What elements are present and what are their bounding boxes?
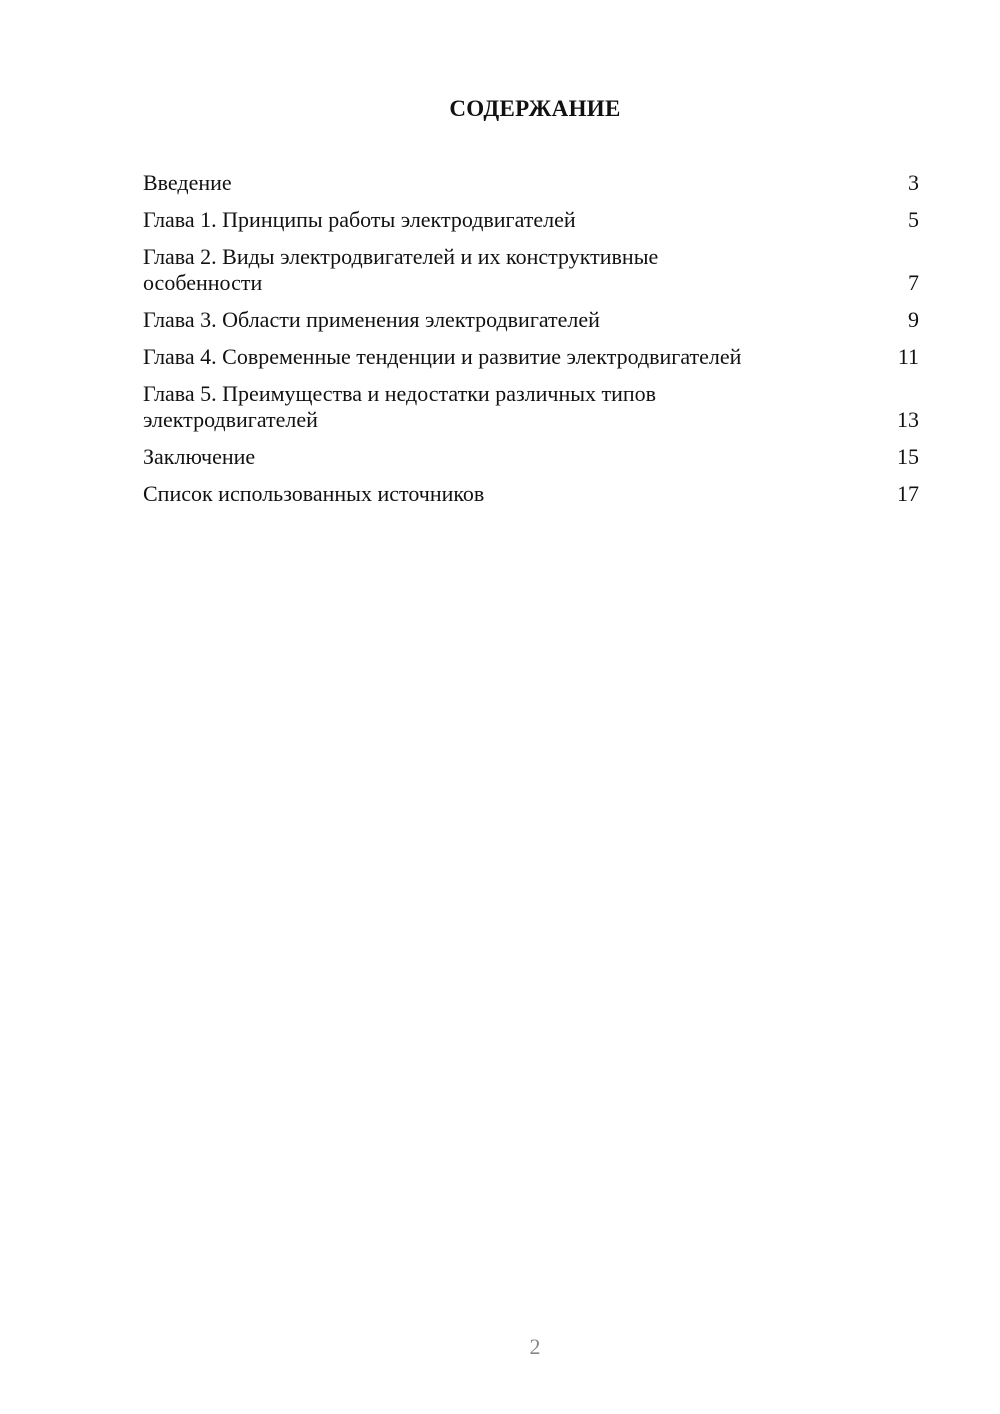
toc-entry-title: Глава 2. Виды электродвигателей и их конструктивные особенности (143, 244, 659, 295)
toc-entry-page: 5 (908, 207, 919, 232)
toc-entry-page: 13 (897, 407, 919, 432)
page-title: СОДЕРЖАНИЕ (449, 96, 621, 121)
toc-entry-title: Глава 4. Современные тенденции и развитие электродвигателей (143, 344, 742, 369)
page-number: 2 (529, 1334, 541, 1359)
toc-entry[interactable] (143, 444, 919, 470)
toc-entry[interactable] (143, 170, 919, 196)
table-of-contents (143, 170, 919, 518)
toc-entry[interactable] (143, 481, 919, 507)
toc-entry-title: Глава 3. Области применения электродвигателей (143, 307, 600, 332)
toc-entry-title: Глава 5. Преимущества и недостатки различных типов электродвигателей (143, 381, 657, 432)
toc-entry-title: Введение (143, 170, 232, 195)
toc-entry[interactable] (143, 244, 919, 296)
toc-entry[interactable] (143, 344, 919, 370)
toc-entry-title: Список использованных источников (143, 481, 485, 506)
toc-entry-page: 3 (908, 170, 919, 195)
toc-entry-page: 7 (908, 270, 919, 295)
toc-entry-title: Заключение (143, 444, 256, 469)
toc-entry-page: 11 (897, 344, 919, 369)
toc-entry[interactable] (143, 381, 919, 433)
toc-entry-title: Глава 1. Принципы работы электродвигателей (143, 207, 576, 232)
toc-entry-page: 9 (908, 307, 919, 332)
toc-entry-page: 17 (897, 481, 919, 506)
toc-entry[interactable] (143, 207, 919, 233)
toc-entry[interactable] (143, 307, 919, 333)
toc-entry-page: 15 (897, 444, 919, 469)
